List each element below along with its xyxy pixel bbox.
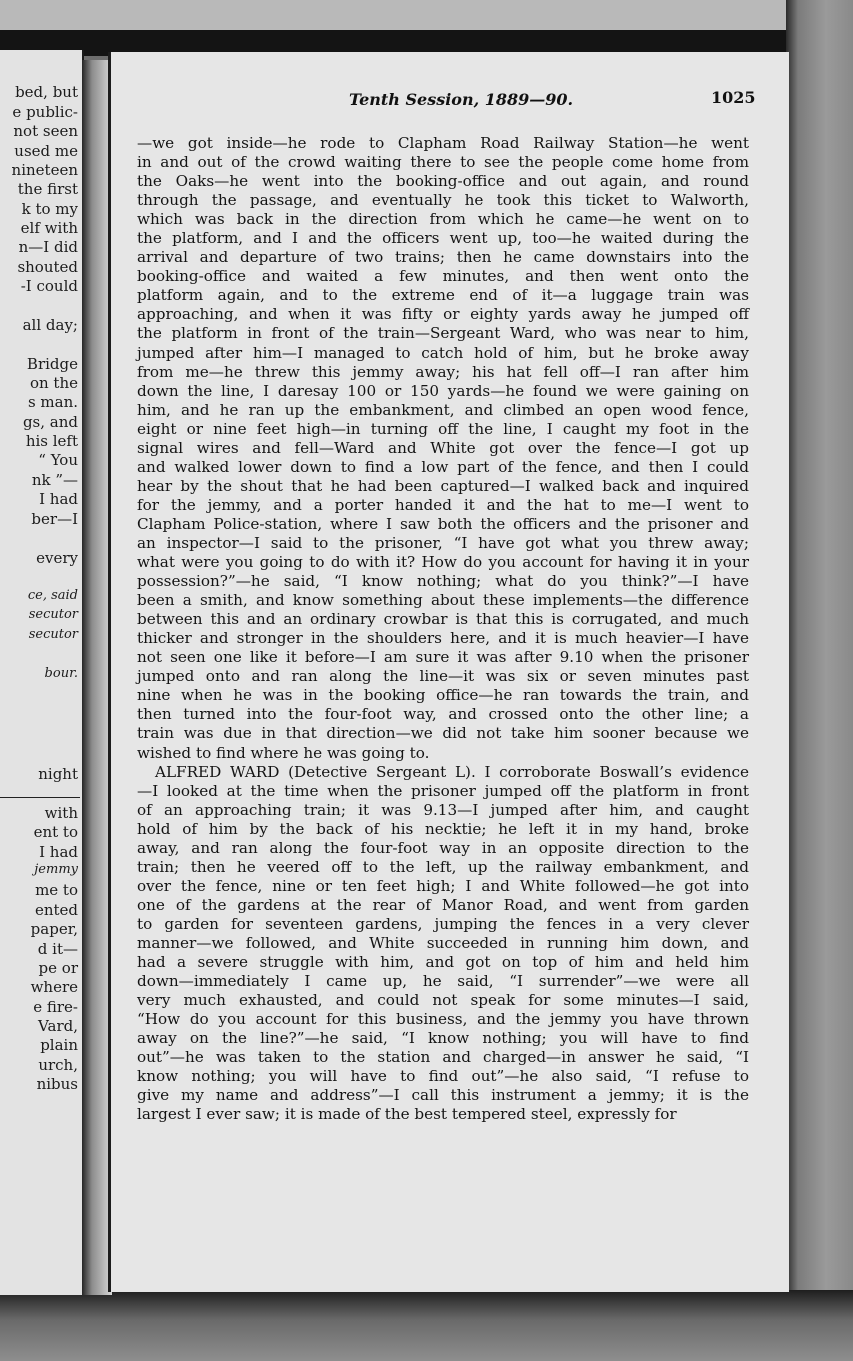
text-line: been a smith, and know something about these implements—the difference — [137, 591, 749, 610]
left-page-fragment: nk ”— — [31, 471, 78, 489]
left-page-fragment: -I could — [20, 277, 78, 295]
text-line: of an approaching train; it was 9.13—I jumped after him, and caught — [137, 800, 749, 819]
left-page-fragment: e fire- — [33, 998, 78, 1016]
left-page-fragment: every — [36, 549, 78, 567]
running-head: Tenth Session, 1889—90. — [349, 90, 574, 109]
text-line: —I looked at the time when the prisoner jumped off the platform in front — [137, 781, 749, 800]
left-page-fragment: paper, — [30, 920, 78, 938]
text-line: jumped after him—I managed to catch hold of him, but he broke away — [137, 343, 749, 362]
left-page-fragment: night — [38, 765, 78, 783]
text-line: possession?”—he said, “I know nothing; what do you think?”—I have — [137, 572, 749, 591]
left-page-fragment: bour. — [44, 666, 78, 681]
left-page-fragment: Bridge — [26, 355, 78, 373]
left-page-fragment: I had — [39, 843, 78, 861]
left-page-fragment: ent to — [33, 823, 78, 841]
left-page-fragment: where — [30, 978, 78, 996]
text-line: booking-office and waited a few minutes, and then went onto the — [137, 267, 749, 286]
text-line: away, and ran along the four-foot way in an opposite direction to the — [137, 838, 749, 857]
left-page-fragment: not seen — [13, 122, 78, 140]
left-page-fragment: ented — [34, 901, 78, 919]
text-line: one of the gardens at the rear of Manor Road, and went from garden — [137, 895, 749, 914]
text-line: train; then he veered off to the left, up the railway embankment, and — [137, 857, 749, 876]
text-line: jumped onto and ran along the line—it was six or seven minutes past — [137, 667, 749, 686]
left-page-fragment: used me — [14, 142, 78, 160]
left-page-fragment: all day; — [22, 316, 78, 334]
text-line: manner—we followed, and White succeeded in running him down, and — [137, 933, 749, 952]
text-line: nine when he was in the booking office—he ran towards the train, and — [137, 686, 749, 705]
book-cover-right — [786, 0, 853, 1361]
left-page-fragment: nineteen — [11, 161, 78, 179]
text-line: largest I ever saw; it is made of the best tempered steel, expressly for — [137, 1105, 677, 1124]
text-line: ALFRED WARD (Detective Sergeant L). I corroborate Boswall’s evidence — [155, 762, 749, 781]
text-line: an inspector—I said to the prisoner, “I have got what you threw away; — [137, 533, 749, 552]
text-line: wished to find where he was going to. — [137, 743, 430, 762]
left-page-fragment: ber—I — [31, 510, 78, 528]
text-line: down—immediately I came up, he said, “I surrender”—we were all — [137, 972, 749, 991]
left-page-fragment: bed, but — [15, 83, 78, 101]
left-page-fragment: pe or — [38, 959, 78, 977]
left-page-fragment: the first — [17, 180, 78, 198]
text-line: —we got inside—he rode to Clapham Road Railway Station—he went — [137, 134, 749, 152]
text-line: very much exhausted, and could not speak for some minutes—I said, — [137, 991, 749, 1010]
left-page-fragment: ce, said — [27, 588, 78, 603]
left-page-fragment: on the — [29, 374, 78, 392]
page-number: 1025 — [711, 88, 756, 107]
left-page-fragment: jemmy — [34, 862, 78, 877]
left-page-fragment: plain — [40, 1036, 78, 1054]
left-page-fragment: Vard, — [38, 1017, 78, 1035]
text-line: “How do you account for this business, and the jemmy you have thrown — [137, 1010, 749, 1029]
text-line: then turned into the four-foot way, and crossed onto the other line; a — [137, 705, 749, 724]
document-page — [108, 52, 789, 1292]
left-page-fragment: shouted — [17, 258, 78, 276]
text-line: from me—he threw this jemmy away; his hat fell off—I ran after him — [137, 362, 749, 381]
left-page-fragment: “ You — [38, 451, 78, 469]
text-line: to garden for seventeen gardens, jumping the fences in a very clever — [137, 914, 749, 933]
left-page-fragment: k to my — [21, 200, 78, 218]
text-line: eight or nine feet high—in turning off the line, I caught my foot in the — [137, 419, 749, 438]
body-text — [137, 134, 749, 1124]
scan-top-edge — [0, 0, 853, 30]
left-page-rule — [0, 797, 80, 798]
text-line: for the jemmy, and a porter handed it and the hat to me—I went to — [137, 495, 749, 514]
text-line: platform again, and to the extreme end of it—a luggage train was — [137, 286, 749, 305]
left-facing-page — [0, 50, 84, 1295]
left-page-fragment: with — [44, 804, 78, 822]
text-line: give my name and address”—I call this instrument a jemmy; it is the — [137, 1086, 749, 1105]
text-line: know nothing; you will have to find out”—he also said, “I refuse to — [137, 1067, 749, 1086]
text-line: arrival and departure of two trains; then he came downstairs into the — [137, 248, 749, 267]
text-line: signal wires and fell—Ward and White got over the fence—I got up — [137, 438, 749, 457]
left-page-fragment: secutor — [28, 627, 78, 642]
text-line: in and out of the crowd waiting there to see the people come home from — [137, 153, 749, 172]
text-line: the platform in front of the train—Sergeant Ward, who was near to him, — [137, 324, 749, 343]
text-line: and walked lower down to find a low part of the fence, and then I could — [137, 457, 749, 476]
left-page-fragment: e public- — [12, 103, 78, 121]
book-bottom-edge — [0, 1290, 853, 1361]
text-line: not seen one like it before—I am sure it was after 9.10 when the prisoner — [137, 648, 749, 667]
text-line: hold of him by the back of his necktie; he left it in my hand, broke — [137, 819, 749, 838]
text-line: him, and he ran up the embankment, and climbed an open wood fence, — [137, 400, 749, 419]
text-line: train was due in that direction—we did not take him sooner because we — [137, 724, 749, 743]
text-line: over the fence, nine or ten feet high; I and White followed—he got into — [137, 876, 749, 895]
text-line: the Oaks—he went into the booking-office and out again, and round — [137, 172, 749, 191]
left-page-fragment: me to — [35, 881, 78, 899]
left-page-fragment: d it— — [37, 940, 78, 958]
left-page-fragment: n—I did — [18, 238, 78, 256]
text-line: hear by the shout that he had been captured—I walked back and inquired — [137, 476, 749, 495]
text-line: had a severe struggle with him, and got on top of him and held him — [137, 953, 749, 972]
text-line: away on the line?”—he said, “I know nothing; you will have to find — [137, 1029, 749, 1048]
text-line: Clapham Police-station, where I saw both the officers and the prisoner and — [137, 514, 749, 533]
text-line: approaching, and when it was fifty or eighty yards away he jumped off — [137, 305, 749, 324]
left-page-fragment: elf with — [20, 219, 78, 237]
text-line: thicker and stronger in the shoulders here, and it is much heavier—I have — [137, 629, 749, 648]
text-line: what were you going to do with it? How do you account for having it in your — [137, 553, 749, 572]
left-page-fragment: I had — [39, 490, 78, 508]
left-page-fragment: nibus — [36, 1075, 78, 1093]
left-page-fragment: his left — [25, 432, 78, 450]
left-page-fragment: urch, — [38, 1056, 78, 1074]
left-page-fragment: gs, and — [22, 413, 78, 431]
left-page-fragment: s man. — [27, 393, 78, 411]
text-line: down the line, I daresay 100 or 150 yards—he found we were gaining on — [137, 381, 749, 400]
text-line: which was back in the direction from which he came—he went on to — [137, 210, 749, 229]
text-line: between this and an ordinary crowbar is that this is corrugated, and much — [137, 610, 749, 629]
text-line: through the passage, and eventually he took this ticket to Walworth, — [137, 191, 749, 210]
text-line: the platform, and I and the officers went up, too—he waited during the — [137, 229, 749, 248]
left-page-fragment: secutor — [28, 607, 78, 622]
text-line: out”—he was taken to the station and charged—in answer he said, “I — [137, 1048, 749, 1067]
